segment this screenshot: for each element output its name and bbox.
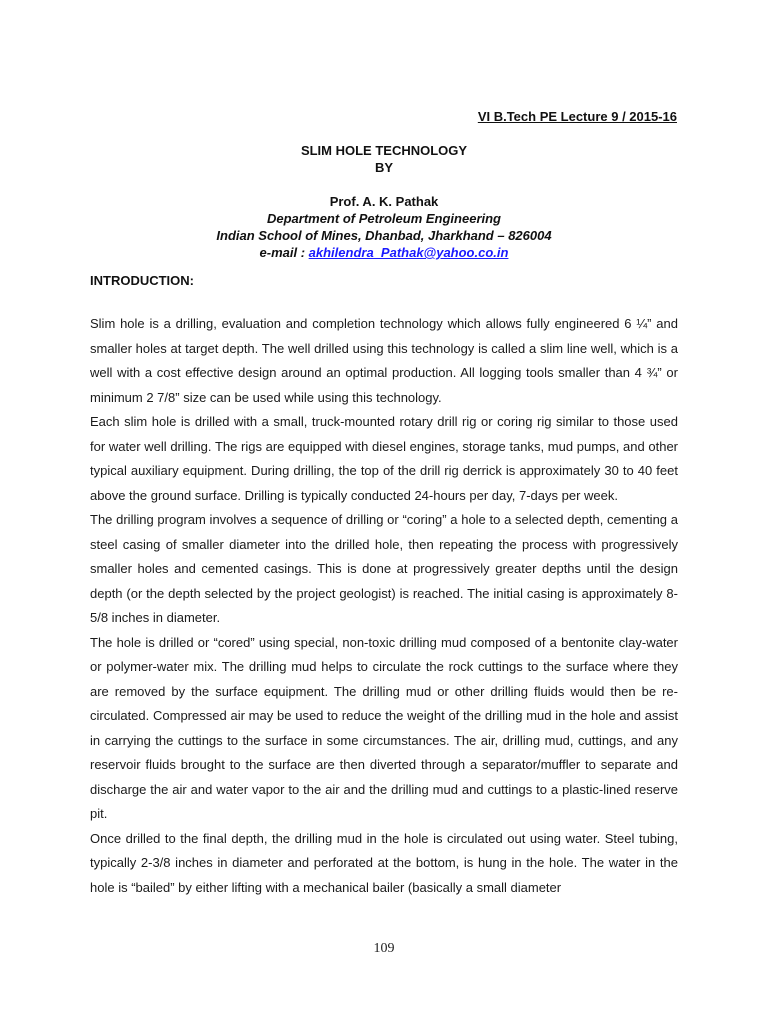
paragraph: The hole is drilled or “cored” using special, non-toxic drilling mud composed of a bentonite clay-water or polymer-water mix. The drilling mud helps to circulate the rock cuttings to the surface where they are removed by the surface equipment. The drilling mud or other drilling fluids would then be re-circulated. Compressed air may be used to reduce the weight of the drilling mud in the hole and assist in carrying the cuttings to the surface in some circumstances. The air, drilling mud, cuttings, and any reservoir fluids brought to the surface are then diverted through a separator/muffler to separate and discharge the air and water vapor to the air and the drilling mud and cuttings to a plastic-lined reserve pit. [90,634,678,821]
body-text [90,312,678,900]
department-name: Department of Petroleum Engineering [266,211,502,226]
author-name: Prof. A. K. Pathak [329,194,439,209]
paragraph: Slim hole is a drilling, evaluation and completion technology which allows fully engineered 6 ¼” and smaller holes at target depth. The well drilled using this technology is called a slim line well, which is a well with a cost effective design around an optimal production. All logging tools smaller than 4 ¾” or minimum 2 7/8” size can be used while using this technology. [90,316,678,405]
paragraph: The drilling program involves a sequence of drilling or “coring” a hole to a selected depth, cementing a steel casing of smaller diameter into the drilled hole, then repeating the process with progressively smaller holes and cemented casings. This is done at progressively greater depths until the design depth (or the depth selected by the project geologist) is reached. The initial casing is approximately 8-5/8 inches in diameter. [90,512,678,625]
email-link[interactable]: akhilendra_Pathak@yahoo.co.in [308,245,509,260]
by-line: BY [374,160,394,175]
email-line [0,244,768,261]
paragraph: Each slim hole is drilled with a small, truck-mounted rotary drill rig or coring rig similar to those used for water well drilling. The rigs are equipped with diesel engines, storage tanks, mud pumps, and other typical auxiliary equipment. During drilling, the top of the drill rig derrick is approximately 30 to 40 feet above the ground surface. Drilling is typically conducted 24-hours per day, 7-days per week. [90,414,678,503]
institution-name: Indian School of Mines, Dhanbad, Jharkhand – 826004 [216,228,552,243]
section-heading: INTRODUCTION: [90,273,194,288]
lecture-header: VI B.Tech PE Lecture 9 / 2015-16 [477,109,677,124]
title-block [0,142,768,261]
document-title: SLIM HOLE TECHNOLOGY [300,143,468,158]
paragraph: Once drilled to the final depth, the drilling mud in the hole is circulated out using water. Steel tubing, typically 2-3/8 inches in diameter and perforated at the bottom, is hung in the hole. The water in the hole is “bailed” by either lifting with a mechanical bailer (basically a small diameter [90,830,678,895]
email-label: e-mail : [259,245,309,260]
page-number: 109 [373,941,395,956]
